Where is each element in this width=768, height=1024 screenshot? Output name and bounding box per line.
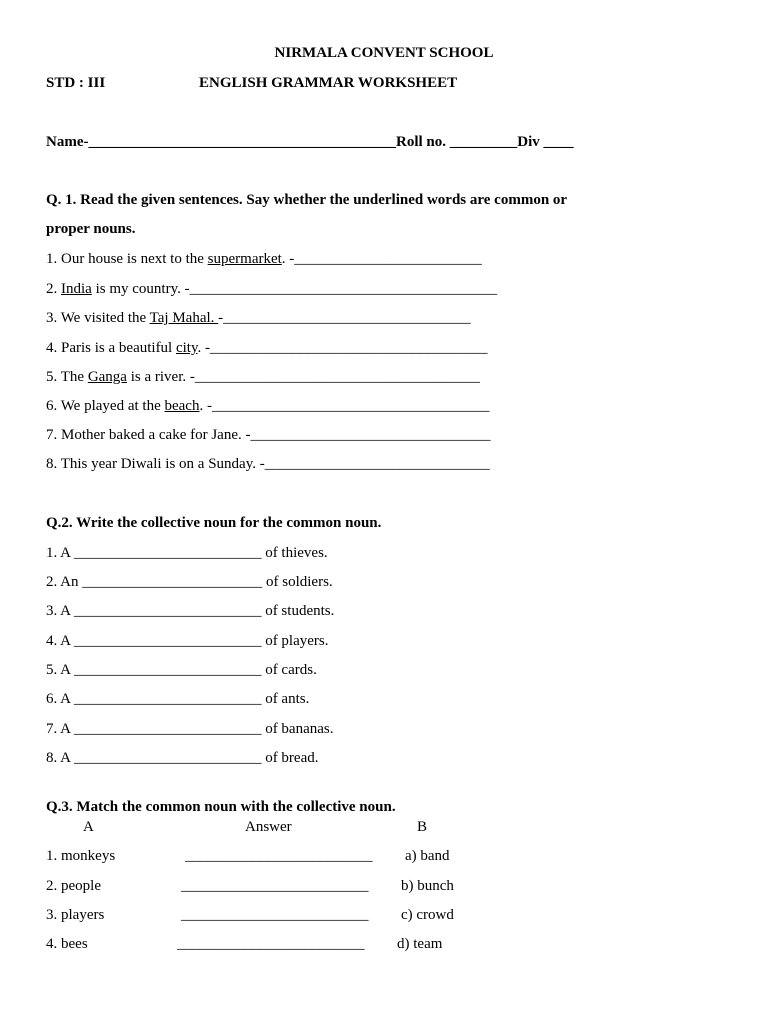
q1-item-text: 2. — [46, 281, 61, 297]
q3-title: Q.3. Match the common noun with the collective noun. — [46, 799, 396, 815]
q2-item-text: of players. — [261, 633, 329, 649]
q2-item-text: of ants. — [261, 691, 310, 707]
q2-answer-blank: _________________________ — [73, 603, 262, 619]
q2-item-text: 6. A — [46, 691, 74, 707]
q2-item-text: 1. A — [46, 545, 74, 561]
roll-blank: _________ — [449, 134, 518, 150]
q1-item-text: 3. We visited the — [46, 310, 150, 326]
q2-item-text: 4. A — [46, 633, 74, 649]
q2-item-text: of thieves. — [261, 545, 328, 561]
q2-answer-blank: _________________________ — [73, 721, 262, 737]
q1-item-text: 5. The — [46, 369, 88, 385]
q2-item-text: 3. A — [46, 603, 74, 619]
q2-item-text: of soldiers. — [262, 574, 333, 590]
q3-col-answer-header: Answer — [245, 819, 292, 835]
q2-item — [46, 601, 334, 621]
q1-item — [46, 425, 491, 445]
q1-item-underlined: Taj Mahal. — [149, 310, 219, 326]
q2-answer-blank: _________________________ — [73, 662, 262, 678]
q2-item-text: 7. A — [46, 721, 74, 737]
q3-col-a-header: A — [83, 819, 94, 835]
q1-item-text: is my country. - — [91, 281, 190, 297]
q1-item-underlined: Ganga — [87, 369, 127, 385]
q1-answer-blank: _________________________ — [294, 251, 482, 267]
q1-item-text: . - — [281, 251, 295, 267]
q3-collective-noun: a) band — [405, 848, 450, 864]
q1-item-text: 8. This year Diwali is on a Sunday. - — [46, 456, 265, 472]
q3-collective-noun: b) bunch — [401, 878, 454, 894]
q1-item-underlined: city — [175, 340, 198, 356]
q1-answer-blank: ______________________________ — [264, 456, 490, 472]
q1-item-text: 6. We played at the — [46, 398, 165, 414]
q2-item-text: of bananas. — [261, 721, 334, 737]
q1-item — [46, 367, 480, 387]
q1-item — [46, 279, 497, 299]
q1-answer-blank: ________________________________ — [250, 427, 491, 443]
q2-item-text: 8. A — [46, 750, 74, 766]
q1-item-text: is a river. - — [126, 369, 195, 385]
q3-collective-noun: c) crowd — [401, 907, 454, 923]
q1-item — [46, 308, 471, 328]
q1-title-line2: proper nouns. — [46, 221, 136, 237]
name-blank: _________________________________________ — [88, 134, 396, 150]
q2-item — [46, 689, 309, 709]
q1-answer-blank: _________________________________________ — [189, 281, 498, 297]
q3-common-noun: 2. people — [46, 878, 101, 894]
div-label: Div — [517, 134, 544, 150]
q3-common-noun: 1. monkeys — [46, 848, 116, 864]
q1-item-text: 7. Mother baked a cake for Jane. - — [46, 427, 251, 443]
roll-label: Roll no. — [395, 134, 450, 150]
school-name: NIRMALA CONVENT SCHOOL — [274, 45, 494, 61]
q1-item-underlined: beach — [164, 398, 200, 414]
q1-answer-blank: _________________________________ — [223, 310, 471, 326]
q1-item — [46, 249, 482, 269]
q2-item-text: 5. A — [46, 662, 74, 678]
q3-col-b-header: B — [417, 819, 428, 835]
q2-item — [46, 631, 329, 651]
q2-answer-blank: _________________________ — [73, 691, 262, 707]
student-info-line — [46, 132, 574, 152]
q2-item-text: 2. An — [46, 574, 83, 590]
q2-answer-blank: _________________________ — [73, 750, 262, 766]
std-label: STD : III — [46, 75, 106, 91]
q1-title-line1: Q. 1. Read the given sentences. Say whether the underlined words are common or — [46, 192, 568, 208]
q2-answer-blank: ________________________ — [82, 574, 263, 590]
q2-answer-blank: _________________________ — [73, 633, 262, 649]
q2-item-text: of cards. — [261, 662, 317, 678]
q1-item — [46, 396, 489, 416]
q2-answer-blank: _________________________ — [73, 545, 262, 561]
q3-answer-blank: _________________________ — [181, 878, 369, 894]
q3-answer-blank: _________________________ — [177, 936, 365, 952]
q2-item-text: of bread. — [261, 750, 319, 766]
div-blank: ____ — [543, 134, 574, 150]
q3-answer-blank: _________________________ — [185, 848, 373, 864]
q3-answer-blank: _________________________ — [181, 907, 369, 923]
q1-item — [46, 338, 488, 358]
name-label: Name- — [46, 134, 89, 150]
q3-collective-noun: d) team — [397, 936, 443, 952]
q1-answer-blank: _____________________________________ — [211, 398, 490, 414]
q2-item — [46, 660, 317, 680]
q2-item — [46, 719, 334, 739]
q2-item — [46, 543, 328, 563]
q1-answer-blank: ______________________________________ — [194, 369, 480, 385]
q1-item-underlined: India — [61, 281, 92, 297]
q1-item-text: - — [218, 310, 224, 326]
worksheet-title: ENGLISH GRAMMAR WORKSHEET — [199, 75, 458, 91]
q2-item-text: of students. — [261, 603, 335, 619]
q1-item-text: 4. Paris is a beautiful — [46, 340, 176, 356]
q1-item-underlined: supermarket — [207, 251, 282, 267]
q1-item — [46, 454, 490, 474]
q2-item — [46, 748, 319, 768]
q3-common-noun: 3. players — [46, 907, 105, 923]
q1-answer-blank: _____________________________________ — [210, 340, 488, 356]
q2-title: Q.2. Write the collective noun for the common noun. — [46, 515, 382, 531]
q2-item — [46, 572, 333, 592]
q1-item-text: 1. Our house is next to the — [46, 251, 208, 267]
q1-item-text: . - — [197, 340, 211, 356]
q3-common-noun: 4. bees — [46, 936, 88, 952]
q1-item-text: . - — [199, 398, 212, 414]
